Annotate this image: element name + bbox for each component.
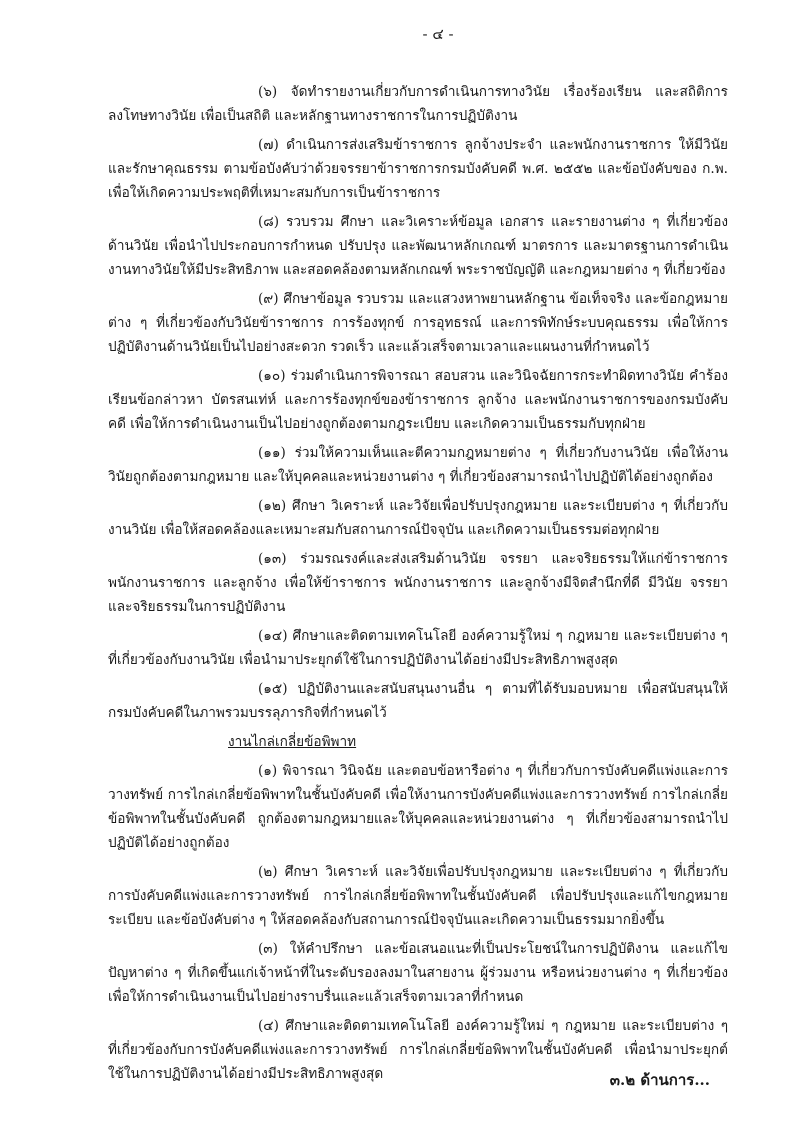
paragraph-a8: (๑๔) ศึกษาและติดตามเทคโนโลยี องค์ความรู้ใหม่ ๆ กฎหมาย และระเบียบต่าง ๆ ที่เกี่ยวข้องกับงานวินัย เพื่อนำมาประยุกต์ใช้ในการปฏิบัติงานได้อย่างมีประสิทธิภาพสูงสุด xyxy=(108,628,728,668)
paragraph-a7: (๑๓) ร่วมรณรงค์และส่งเสริมด้านวินัย จรรยา และจริยธรรมให้แก่ข้าราชการ พนักงานราชการ และลูกจ้าง เพื่อให้ข้าราชการ พนักงานราชการ และลูกจ้างมีจิตสำนึกที่ดี มีวินัย จรรยา และจริยธรรมในการปฏิบัติงาน xyxy=(108,551,728,615)
paragraph-a2: (๘) รวบรวม ศึกษา และวิเคราะห์ข้อมูล เอกสาร และรายงานต่าง ๆ ที่เกี่ยวข้องด้านวินัย เพื่อนำไปประกอบการกำหนด ปรับปรุง และพัฒนาหลักเกณฑ์ มาตรการ และมาตรฐานการดำเนินงานทางวินัยให้มีประสิทธิภาพ และสอดคล้องตามหลักเกณฑ์ พระราชบัญญัติ และกฎหมายต่าง ๆ ที่เกี่ยวข้อง xyxy=(108,214,728,278)
paragraph-b2: (๓) ให้คำปรึกษา และข้อเสนอแนะที่เป็นประโยชน์ในการปฏิบัติงาน และแก้ไขปัญหาต่าง ๆ ที่เกิดขึ้นแก่เจ้าหน้าที่ในระดับรองลงมาในสายงาน ผู้ร่วมงาน หรือหน่วยงานต่าง ๆ ที่เกี่ยวข้อง เพื่อให้การดำเนินงานเป็นไปอย่างราบรื่นและแล้วเสร็จตามเวลาที่กำหนด xyxy=(108,941,728,1005)
paragraph-a6: (๑๒) ศึกษา วิเคราะห์ และวิจัยเพื่อปรับปรุงกฎหมาย และระเบียบต่าง ๆ ที่เกี่ยวกับงานวินัย เพื่อให้สอดคล้องและเหมาะสมกับสถานการณ์ปัจจุบัน และเกิดความเป็นธรรมต่อทุกฝ่าย xyxy=(108,498,728,538)
footer-continuation: ๓.๒ ด้านการ... xyxy=(609,1071,710,1089)
paragraph-b0: (๑) พิจารณา วินิจฉัย และตอบข้อหารือต่าง ๆ ที่เกี่ยวกับการบังคับคดีแพ่งและการวางทรัพย์ การไกล่เกลี่ยข้อพิพาทในชั้นบังคับคดี เพื่อให้งานการบังคับคดีแพ่งและการวางทรัพย์ การไกล่เกลี่ยข้อพิพาทในชั้นบังคับคดี ถูกต้องตามกฎหมายและให้บุคคลและหน่วยงานต่าง ๆ ที่เกี่ยวข้องสามารถนำไปปฏิบัติได้อย่างถูกต้อง xyxy=(108,763,728,851)
paragraph-a9: (๑๕) ปฏิบัติงานและสนับสนุนงานอื่น ๆ ตามที่ได้รับมอบหมาย เพื่อสนับสนุนให้กรมบังคับคดีในภาพรวมบรรลุภารกิจที่กำหนดไว้ xyxy=(108,681,728,721)
paragraph-a1: (๗) ดำเนินการส่งเสริมข้าราชการ ลูกจ้างประจำ และพนักงานราชการ ให้มีวินัยและรักษาคุณธรรม ตามข้อบังคับว่าด้วยจรรยาข้าราชการกรมบังคับคดี พ.ศ. ๒๕๕๒ และข้อบังคับของ ก.พ. เพื่อให้เกิดความประพฤติที่เหมาะสมกับการเป็นข้าราชการ xyxy=(108,137,728,201)
paragraph-a5: (๑๑) ร่วมให้ความเห็นและตีความกฎหมายต่าง ๆ ที่เกี่ยวกับงานวินัย เพื่อให้งานวินัยถูกต้องตามกฎหมาย และให้บุคคลและหน่วยงานต่าง ๆ ที่เกี่ยวข้องสามารถนำไปปฏิบัติได้อย่างถูกต้อง xyxy=(108,445,728,485)
paragraph-b1: (๒) ศึกษา วิเคราะห์ และวิจัยเพื่อปรับปรุงกฎหมาย และระเบียบต่าง ๆ ที่เกี่ยวกับการบังคับคดีแพ่งและการวางทรัพย์ การไกล่เกลี่ยข้อพิพาทในชั้นบังคับคดี เพื่อปรับปรุงและแก้ไขกฎหมาย ระเบียบ และข้อบังคับต่าง ๆ ให้สอดคล้องกับสถานการณ์ปัจจุบันและเกิดความเป็นธรรมมากยิ่งขึ้น xyxy=(108,864,728,928)
paragraph-a0: (๖) จัดทำรายงานเกี่ยวกับการดำเนินการทางวินัย เรื่องร้องเรียน และสถิติการลงโทษทางวินัย เพื่อเป็นสถิติ และหลักฐานทางราชการในการปฏิบัติงาน xyxy=(108,84,728,124)
paragraph-a3: (๙) ศึกษาข้อมูล รวบรวม และแสวงหาพยานหลักฐาน ข้อเท็จจริง และข้อกฎหมายต่าง ๆ ที่เกี่ยวข้องกับวินัยข้าราชการ การร้องทุกข์ การอุทธรณ์ และการพิทักษ์ระบบคุณธรรม เพื่อให้การปฏิบัติงานด้านวินัยเป็นไปอย่างสะดวก รวดเร็ว และแล้วเสร็จตามเวลาและแผนงานที่กำหนดไว้ xyxy=(108,291,728,355)
paragraph-a4: (๑๐) ร่วมดำเนินการพิจารณา สอบสวน และวินิจฉัยการกระทำผิดทางวินัย คำร้องเรียนข้อกล่าวหา บัตรสนเท่ห์ และการร้องทุกข์ของข้าราชการ ลูกจ้าง และพนักงานราชการของกรมบังคับคดี เพื่อให้การดำเนินงานเป็นไปอย่างถูกต้องตามกฎระเบียบ และเกิดความเป็นธรรมกับทุกฝ่าย xyxy=(108,368,728,432)
page-number: - ๔ - xyxy=(422,25,454,43)
section-heading: งานไกล่เกลี่ยข้อพิพาท xyxy=(228,734,357,750)
paragraph-b3: (๔) ศึกษาและติดตามเทคโนโลยี องค์ความรู้ใหม่ ๆ กฎหมาย และระเบียบต่าง ๆ ที่เกี่ยวข้องกับการบังคับคดีแพ่งและการวางทรัพย์ การไกล่เกลี่ยข้อพิพาทในชั้นบังคับคดี เพื่อนำมาประยุกต์ใช้ในการปฏิบัติงานได้อย่างมีประสิทธิภาพสูงสุด xyxy=(108,1018,728,1082)
